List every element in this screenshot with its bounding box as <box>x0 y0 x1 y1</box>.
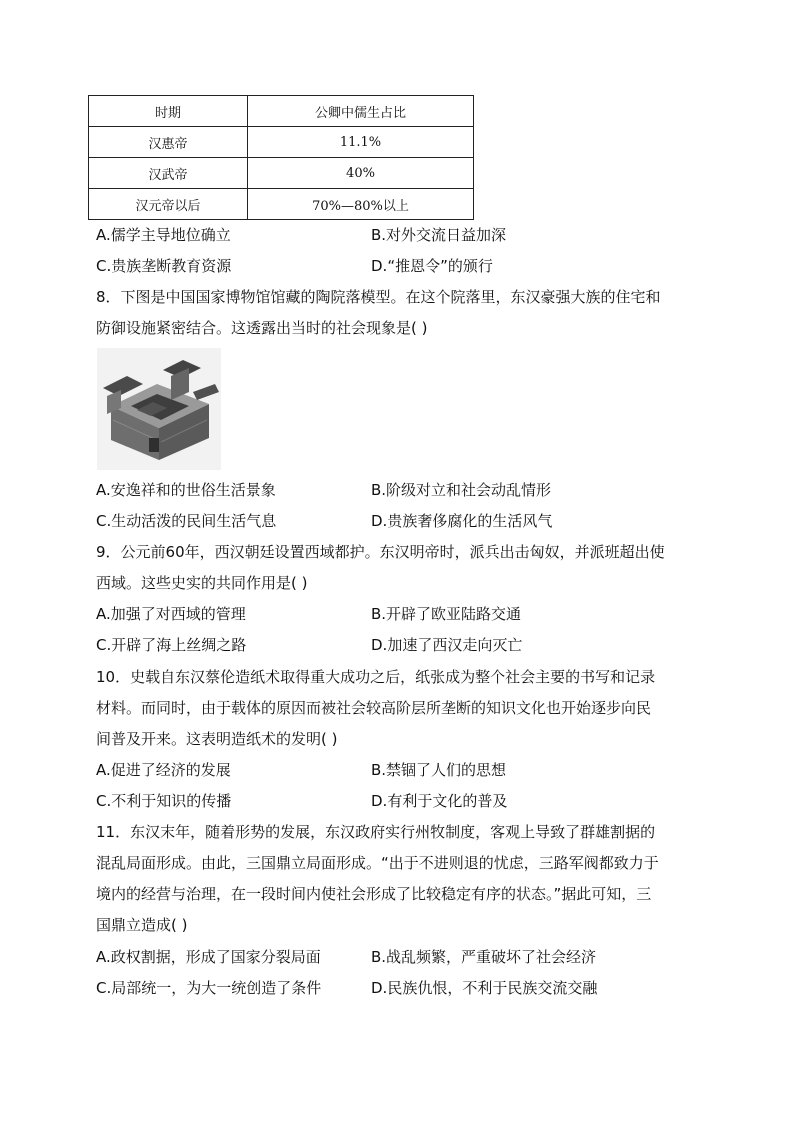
q10-option-d: D.有利于文化的普及 <box>371 792 508 810</box>
q10-stem-line: 材料。而同时，由于载体的原因而被社会较高阶层所垄断的知识文化也开始逐步向民 <box>96 699 652 717</box>
q8-option-b: B.阶级对立和社会动乱情形 <box>371 481 552 499</box>
confucian-ratio-table <box>88 95 474 220</box>
table-cell-period: 汉元帝以后 <box>89 189 248 220</box>
table-row <box>89 189 474 220</box>
q7-option-c: C.贵族垄断教育资源 <box>96 257 232 275</box>
q11-stem-line: 国鼎立造成( ) <box>96 916 188 934</box>
q10-stem-line: 间普及开来。这表明造纸术的发明( ) <box>96 730 338 748</box>
q8-stem-line: 防御设施紧密结合。这透露出当时的社会现象是( ) <box>96 319 428 337</box>
q11-stem-line: 境内的经营与治理，在一段时间内使社会形成了比较稳定有序的状态。”据此可知，三 <box>96 885 652 903</box>
q9-stem-line: 西域。这些史实的共同作用是( ) <box>96 574 308 592</box>
table-cell-period: 汉惠帝 <box>89 127 248 158</box>
q8-option-a: A.安逸祥和的世俗生活景象 <box>96 481 276 499</box>
table-cell-ratio: 11.1% <box>248 127 474 158</box>
q11-option-b: B.战乱频繁，严重破坏了社会经济 <box>371 948 597 966</box>
table-header-cell: 公卿中儒生占比 <box>248 96 474 127</box>
q10-stem-line: 10．史载自东汉蔡伦造纸术取得重大成功之后，纸张成为整个社会主要的书写和记录 <box>96 668 656 686</box>
q8-stem-line: 8．下图是中国国家博物馆馆藏的陶院落模型。在这个院落里，东汉豪强大族的住宅和 <box>96 288 661 306</box>
q9-option-c: C.开辟了海上丝绸之路 <box>96 636 247 654</box>
q9-option-a: A.加强了对西域的管理 <box>96 605 246 623</box>
q7-option-b: B.对外交流日益加深 <box>371 226 507 244</box>
table-header-row <box>89 96 474 127</box>
q11-stem-line: 11．东汉末年，随着形势的发展，东汉政府实行州牧制度，客观上导致了群雄割据的 <box>96 823 656 841</box>
q10-option-b: B.禁锢了人们的思想 <box>371 761 507 779</box>
q11-stem-line: 混乱局面形成。由此，三国鼎立局面形成。“出于不进则退的忧虑，三路军阀都致力于 <box>96 854 659 872</box>
q9-option-d: D.加速了西汉走向灭亡 <box>371 636 523 654</box>
q11-option-c: C.局部统一，为大一统创造了条件 <box>96 979 322 997</box>
q7-option-a: A.儒学主导地位确立 <box>96 226 231 244</box>
table-cell-ratio: 70%—80%以上 <box>248 189 474 220</box>
q7-option-d: D.“推恩令”的颁行 <box>371 257 493 275</box>
q9-option-b: B.开辟了欧亚陆路交通 <box>371 605 522 623</box>
q11-option-d: D.民族仇恨，不利于民族交流交融 <box>371 979 598 997</box>
q8-option-d: D.贵族奢侈腐化的生活风气 <box>371 512 553 530</box>
table-row <box>89 127 474 158</box>
table-header-cell: 时期 <box>89 96 248 127</box>
q10-option-a: A.促进了经济的发展 <box>96 761 231 779</box>
table-row <box>89 158 474 189</box>
q10-option-c: C.不利于知识的传播 <box>96 792 232 810</box>
table-cell-period: 汉武帝 <box>89 158 248 189</box>
q9-stem-line: 9．公元前60年，西汉朝廷设置西域都护。东汉明帝时，派兵出击匈奴，并派班超出使 <box>96 543 665 561</box>
q11-option-a: A.政权割据，形成了国家分裂局面 <box>96 948 321 966</box>
q8-option-c: C.生动活泼的民间生活气息 <box>96 512 277 530</box>
pottery-courtyard-model-image <box>97 348 221 470</box>
table-cell-ratio: 40% <box>248 158 474 189</box>
